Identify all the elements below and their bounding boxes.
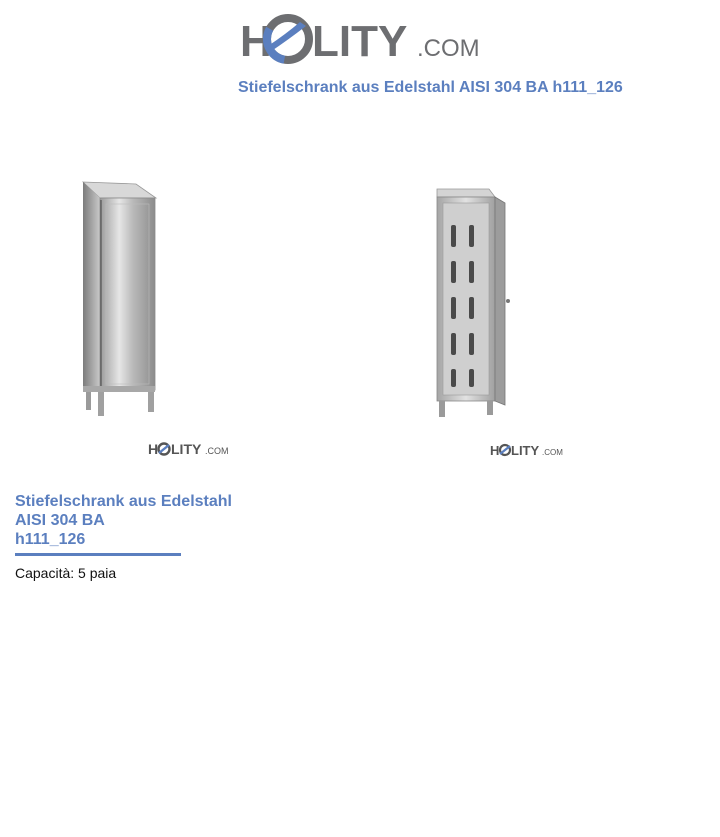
svg-text:H: H bbox=[490, 443, 500, 458]
svg-text:.COM: .COM bbox=[542, 448, 563, 457]
page-title: Stiefelschrank aus Edelstahl AISI 304 BA h111_126 bbox=[238, 79, 623, 96]
product-image-closed[interactable] bbox=[70, 178, 170, 423]
holity-logo-small-1 bbox=[148, 440, 228, 458]
svg-text:H: H bbox=[240, 17, 272, 66]
svg-text:.COM: .COM bbox=[417, 35, 480, 62]
svg-text:LITY: LITY bbox=[171, 441, 202, 457]
title-divider bbox=[15, 553, 181, 556]
product-title-line-3: h111_126 bbox=[15, 531, 86, 548]
svg-text:LITY: LITY bbox=[312, 17, 408, 66]
holity-logo[interactable] bbox=[240, 12, 480, 66]
holity-logo-small-2 bbox=[490, 441, 563, 459]
product-image-open[interactable] bbox=[425, 183, 525, 423]
svg-text:H: H bbox=[148, 441, 159, 457]
product-spec: Capacità: 5 paia bbox=[15, 565, 117, 581]
cabinet-closed-icon bbox=[70, 178, 170, 423]
svg-text:.COM: .COM bbox=[205, 446, 229, 456]
product-title-line-2: AISI 304 BA bbox=[15, 512, 105, 529]
cabinet-open-icon bbox=[425, 183, 525, 423]
product-title bbox=[15, 492, 250, 549]
svg-text:LITY: LITY bbox=[511, 443, 540, 458]
product-title-line-1: Stiefelschrank aus Edelstahl bbox=[15, 493, 232, 510]
